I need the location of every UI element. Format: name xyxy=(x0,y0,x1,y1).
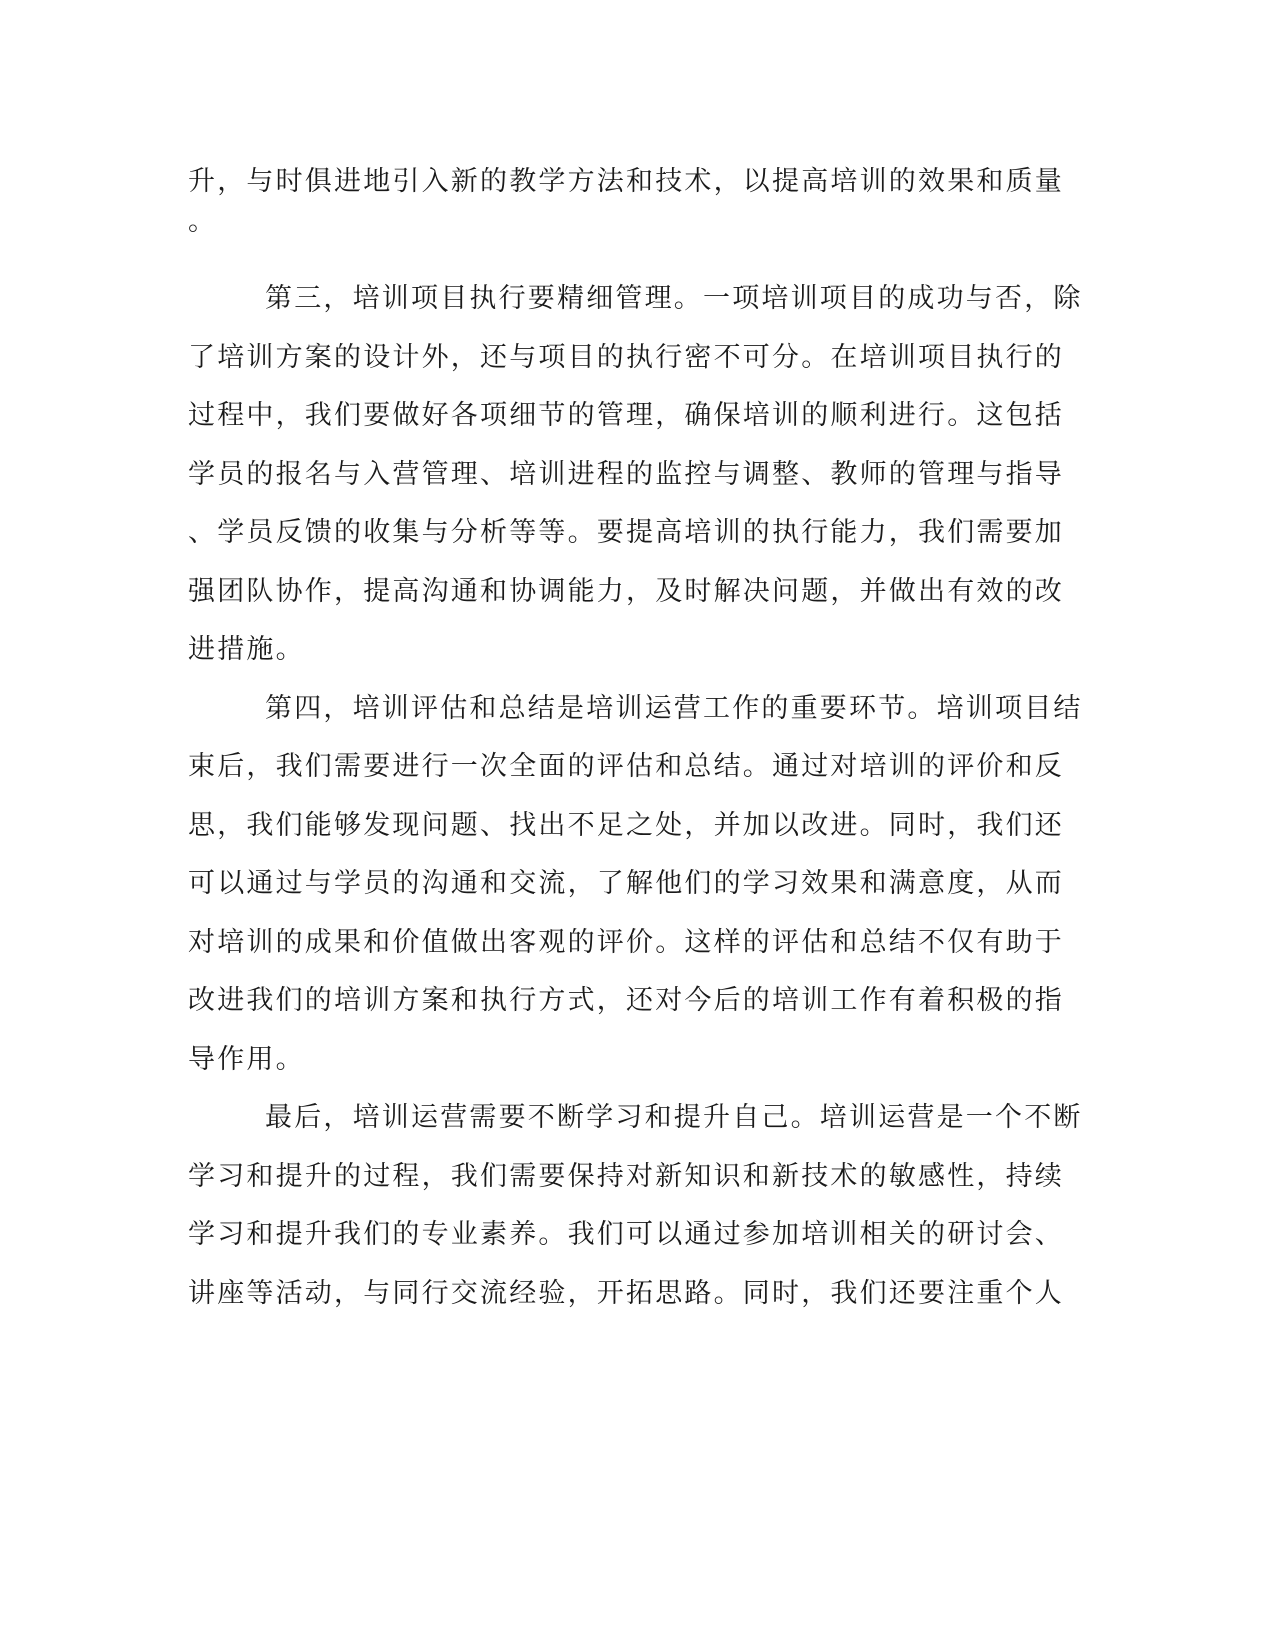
text-line: 学习和提升我们的专业素养。我们可以通过参加培训相关的研讨会、 xyxy=(188,1219,1064,1250)
text-line: 可以通过与学员的沟通和交流，了解他们的学习效果和满意度，从而 xyxy=(188,868,1064,899)
text-line: 改进我们的培训方案和执行方式，还对今后的培训工作有着积极的指 xyxy=(188,985,1064,1016)
text-line: 思，我们能够发现问题、找出不足之处，并加以改进。同时，我们还 xyxy=(188,810,1064,841)
text-line: 进措施。 xyxy=(188,634,305,665)
text-line: 。 xyxy=(188,206,218,237)
text-line: 、学员反馈的收集与分析等等。要提高培训的执行能力，我们需要加 xyxy=(188,517,1064,548)
text-line: 导作用。 xyxy=(188,1044,305,1075)
text-line: 学习和提升的过程，我们需要保持对新知识和新技术的敏感性，持续 xyxy=(188,1161,1064,1192)
text-line: 对培训的成果和价值做出客观的评价。这样的评估和总结不仅有助于 xyxy=(188,927,1064,958)
text-line: 学员的报名与入营管理、培训进程的监控与调整、教师的管理与指导 xyxy=(188,459,1064,490)
text-line: 强团队协作，提高沟通和协调能力，及时解决问题，并做出有效的改 xyxy=(188,576,1064,607)
text-line: 束后，我们需要进行一次全面的评估和总结。通过对培训的评价和反 xyxy=(188,751,1064,782)
text-line: 讲座等活动，与同行交流经验，开拓思路。同时，我们还要注重个人 xyxy=(188,1278,1064,1309)
paragraph-start-line: 最后，培训运营需要不断学习和提升自己。培训运营是一个不断 xyxy=(265,1102,1083,1133)
text-line: 过程中，我们要做好各项细节的管理，确保培训的顺利进行。这包括 xyxy=(188,400,1064,431)
text-line: 升，与时俱进地引入新的教学方法和技术，以提高培训的效果和质量 xyxy=(188,166,1064,197)
paragraph-start-line: 第三，培训项目执行要精细管理。一项培训项目的成功与否，除 xyxy=(265,283,1083,314)
paragraph-start-line: 第四，培训评估和总结是培训运营工作的重要环节。培训项目结 xyxy=(265,693,1083,724)
text-line: 了培训方案的设计外，还与项目的执行密不可分。在培训项目执行的 xyxy=(188,342,1064,373)
